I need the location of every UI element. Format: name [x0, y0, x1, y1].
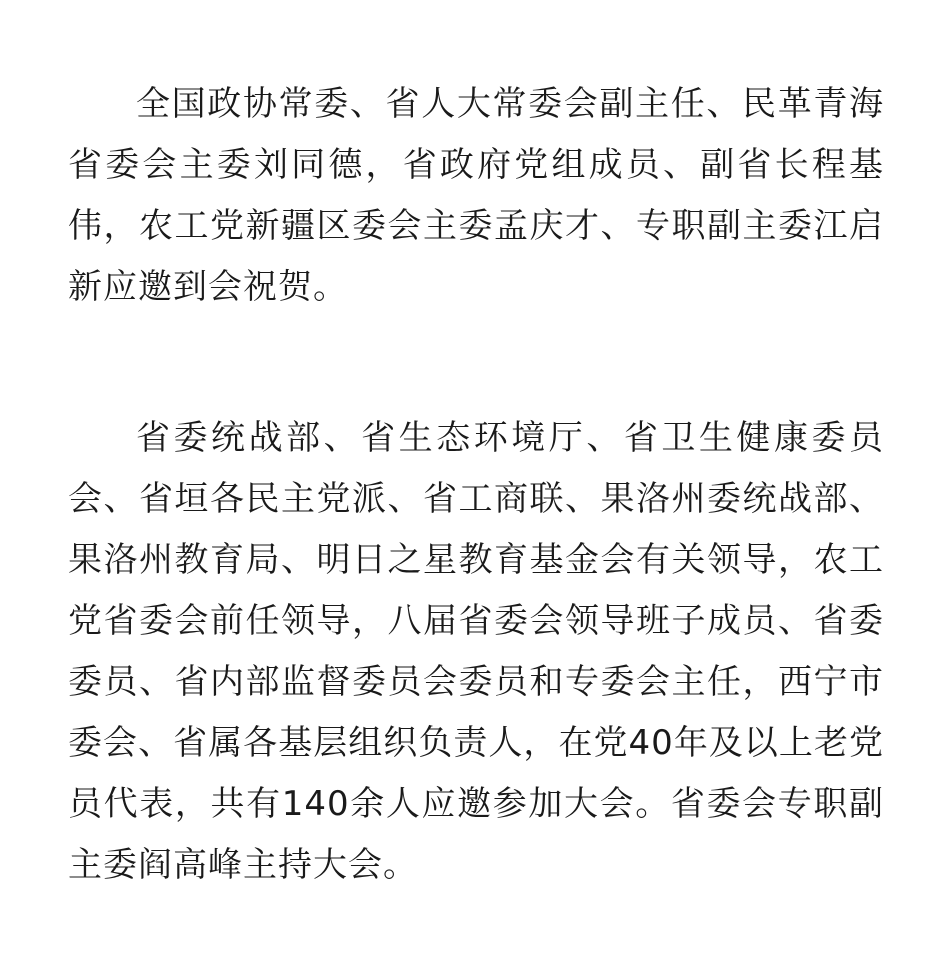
paragraph-guests: 全国政协常委、省人大常委会副主任、民革青海省委会主委刘同德，省政府党组成员、副省长程基伟，农工党新疆区委会主委孟庆才、专职副主委江启新应邀到会祝贺。 — [68, 84, 884, 307]
paragraph-attendees: 省委统战部、省生态环境厅、省卫生健康委员会、省垣各民主党派、省工商联、果洛州委统战部、果洛州教育局、明日之星教育基金会有关领导，农工党省委会前任领导，八届省委会领导班子成员、省委委员、省内部监督委员会委员和专委会主任，西宁市委会、省属各基层组织负责人，在党40年及以上老党员代表，共有140余人应邀参加大会。省委会专职副主委阎高峰主持大会。 — [68, 418, 884, 885]
article-body — [68, 74, 884, 896]
